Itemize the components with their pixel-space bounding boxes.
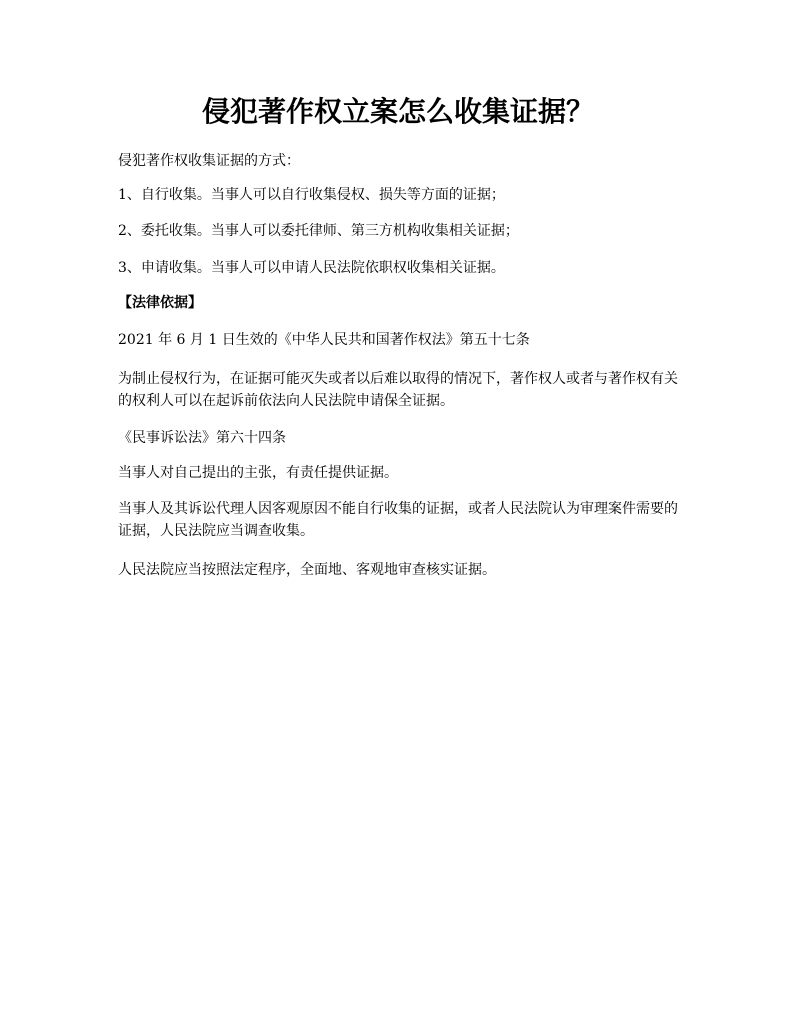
page-title: 侵犯著作权立案怎么收集证据？ — [201, 95, 594, 128]
law2-paragraph-3: 人民法院应当按照法定程序，全面地、客观地审查核实证据。 — [118, 562, 496, 578]
method-item-1: 1、自行收集。当事人可以自行收集侵权、损失等方面的证据； — [118, 187, 505, 203]
law2-paragraph-1: 当事人对自己提出的主张，有责任提供证据。 — [118, 465, 398, 481]
method-item-3: 3、申请收集。当事人可以申请人民法院依职权收集相关证据。 — [118, 260, 505, 276]
law1-citation: 2021 年 6 月 1 日生效的《中华人民共和国著作权法》第五十七条 — [118, 332, 530, 348]
law2-citation: 《民事诉讼法》第六十四条 — [118, 430, 286, 446]
law1-paragraph: 为制止侵权行为，在证据可能灭失或者以后难以取得的情况下，著作权人或者与著作权有关的权利人可以在起诉前依法向人民法院申请保全证据。 — [118, 371, 678, 409]
method-item-2: 2、委托收集。当事人可以委托律师、第三方机构收集相关证据； — [118, 223, 519, 239]
legal-basis-heading: 【法律依据】 — [118, 295, 202, 311]
intro-paragraph: 侵犯著作权收集证据的方式： — [118, 153, 300, 169]
law2-paragraph-2: 当事人及其诉讼代理人因客观原因不能自行收集的证据，或者人民法院认为审理案件需要的证据，人民法院应当调查收集。 — [118, 501, 678, 539]
